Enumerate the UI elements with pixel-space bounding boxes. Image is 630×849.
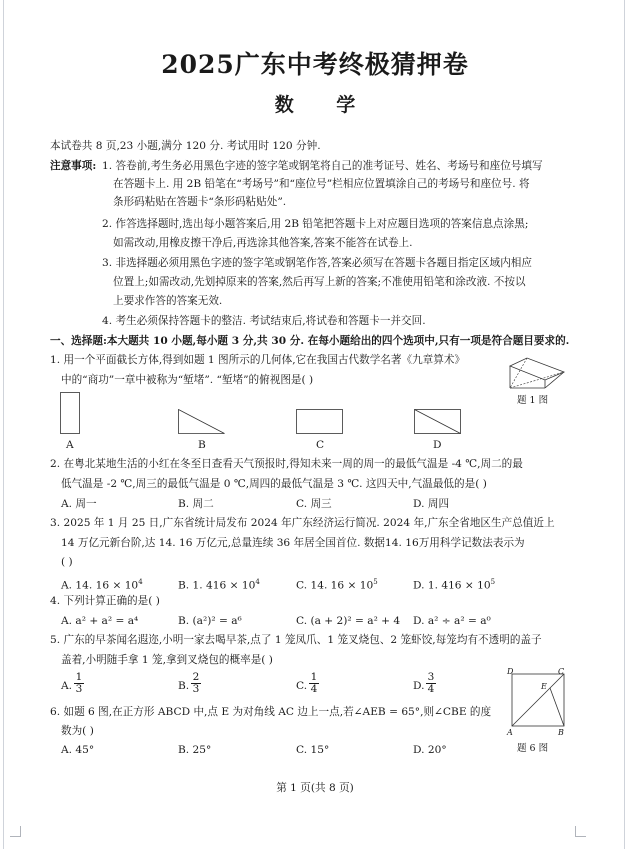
question-4: 4. 下列计算正确的是( ) [50, 595, 160, 607]
note-4: 4. 考生必须保持答题卡的整洁. 考试结束后,将试卷和答题卡一并交回. [102, 315, 426, 327]
option-b-shape [178, 409, 225, 434]
option-c: C. 周三 [296, 498, 332, 510]
option-d-label: D [433, 439, 442, 451]
exam-title: 2025广东中考终极猜押卷 [161, 50, 469, 79]
option-b: B. [178, 680, 190, 692]
note-1: 条形码粘贴在答题卡“条形码粘贴处”. [113, 196, 287, 208]
option-b: B. 1. $416 \times 10^4$ [178, 578, 260, 592]
note-2: 2. 作答选择题时,选出每小题答案后,用 2B 铅笔把答题卡上对应题目选项的答案信息点涂黑; [102, 218, 529, 230]
option-c-label: C [316, 439, 325, 451]
option-d: D. 20° [413, 744, 447, 756]
option-a: A. 14. $16 \times 10^4$ [61, 578, 143, 592]
option-d: D. 1. $416 \times 10^5$ [413, 578, 496, 592]
point-label: D [507, 667, 514, 676]
option-a: A. 周一 [61, 498, 97, 510]
point-label: E [541, 682, 547, 691]
exam-subject: 数 学 [274, 94, 374, 116]
option-d-shape [414, 409, 461, 434]
option-c: C. 15° [296, 744, 330, 756]
question-5: 5. 广东的早茶闻名遐迩,小明一家去喝早茶,点了 1 笼凤爪、1 笼叉烧包、2 笼虾饺,每笼均有不透明的盖子 [50, 634, 542, 646]
note-3: 上要求作答的答案无效. [113, 295, 223, 307]
option-d: D. 周四 [413, 498, 450, 510]
option-c: C. 14. $16 \times 10^5$ [296, 578, 378, 592]
exam-intro: 本试卷共 8 页,23 小题,满分 120 分. 考试用时 120 分钟. [50, 140, 321, 152]
figure-1-caption: 题 1 图 [517, 395, 549, 406]
question-6: 6. 如题 6 图,在正方形 ABCD 中,点 E 为对角线 AC 边上一点,若∠AEB = 65°,则∠CBE 的度 [50, 706, 492, 718]
note-3: 3. 非选择题必须用黑色字迹的签字笔或钢笔作答,答案必须写在答题卡各题目指定区域内相应 [102, 257, 532, 269]
fraction: 1 3 [75, 671, 83, 695]
crop-mark [10, 826, 21, 837]
point-label: C [558, 667, 565, 676]
figure-6-caption: 题 6 图 [517, 743, 549, 754]
question-5: 盖着,小明随手拿 1 笼,拿到叉烧包的概率是( ) [61, 654, 273, 666]
notes-label: 注意事项: [50, 160, 97, 172]
note-1: 1. 答卷前,考生务必用黑色字迹的签字笔或钢笔将自己的准考证号、姓名、考场号和座位号填写 [102, 160, 543, 172]
option-b-label: B [198, 439, 206, 451]
option-c: C. [296, 680, 308, 692]
question-1: 1. 用一个平面截长方体,得到如题 1 图所示的几何体,它在我国古代数学名著《九章算术》 [50, 354, 466, 366]
question-2: 低气温是 -2 ℃,周三的最低气温是 0 ℃,周四的最低气温是 3 ℃. 这四天中,气温最低的是( ) [61, 478, 487, 490]
point-label: A [507, 728, 513, 737]
point-label: B [558, 728, 564, 737]
option-b: B. 周二 [178, 498, 214, 510]
option-d: D. a² ÷ a² = a⁰ [413, 615, 491, 627]
note-2: 如需改动,用橡皮擦干净后,再选涂其他答案,答案不能答在试卷上. [113, 237, 413, 249]
note-1: 在答题卡上. 用 2B 铅笔在“考场号”和“座位号”栏相应位置填涂自己的考场号和座位号. 将 [113, 178, 530, 190]
option-b: B. (a²)² = a⁶ [178, 615, 242, 627]
option-a: A. a² + a² = a⁴ [61, 615, 139, 627]
option-a: A. [61, 680, 73, 692]
option-a-label: A [66, 439, 74, 451]
question-2: 2. 在粤北某地生活的小红在冬至日查看天气预报时,得知未来一周的周一的最低气温是 -4 ℃,周二的最 [50, 458, 523, 470]
question-3: 3. 2025 年 1 月 25 日,广东省统计局发布 2024 年广东经济运行简况. 2024 年,广东全省地区生产总值近上 [50, 517, 555, 529]
option-c-shape [296, 409, 343, 434]
fraction: 3 4 [427, 671, 435, 695]
option-d: D. [413, 680, 425, 692]
page-edge-right [624, 0, 625, 849]
section-heading: 一、选择题:本大题共 10 小题,每小题 3 分,共 30 分. 在每小题给出的四个选项中,只有一项是符合题目要求的. [50, 335, 570, 347]
option-c: C. (a + 2)² = a² + 4 [296, 615, 401, 627]
page-footer: 第 1 页(共 8 页) [276, 782, 354, 794]
figure-1-solid [505, 354, 567, 392]
option-a: A. 45° [61, 744, 95, 756]
option-b: B. 25° [178, 744, 212, 756]
question-6: 数为( ) [61, 725, 94, 737]
question-1: 中的“商功”一章中被称为“堑堵”. “堑堵”的俯视图是( ) [61, 374, 314, 386]
question-3: 14 万亿元新台阶,达 14. 16 万亿元,总量连续 36 年居全国首位. 数据14. 16万用科学记数法表示为 [61, 537, 525, 549]
fraction: 2 3 [192, 671, 200, 695]
option-a-shape [60, 392, 80, 434]
note-3: 位置上;如需改动,先划掉原来的答案,然后再写上新的答案;不准使用铅笔和涂改液. 不按以 [113, 276, 526, 288]
page-edge-left [3, 0, 4, 849]
fraction: 1 4 [310, 671, 318, 695]
question-3: ( ) [61, 556, 73, 568]
crop-mark [575, 826, 586, 837]
